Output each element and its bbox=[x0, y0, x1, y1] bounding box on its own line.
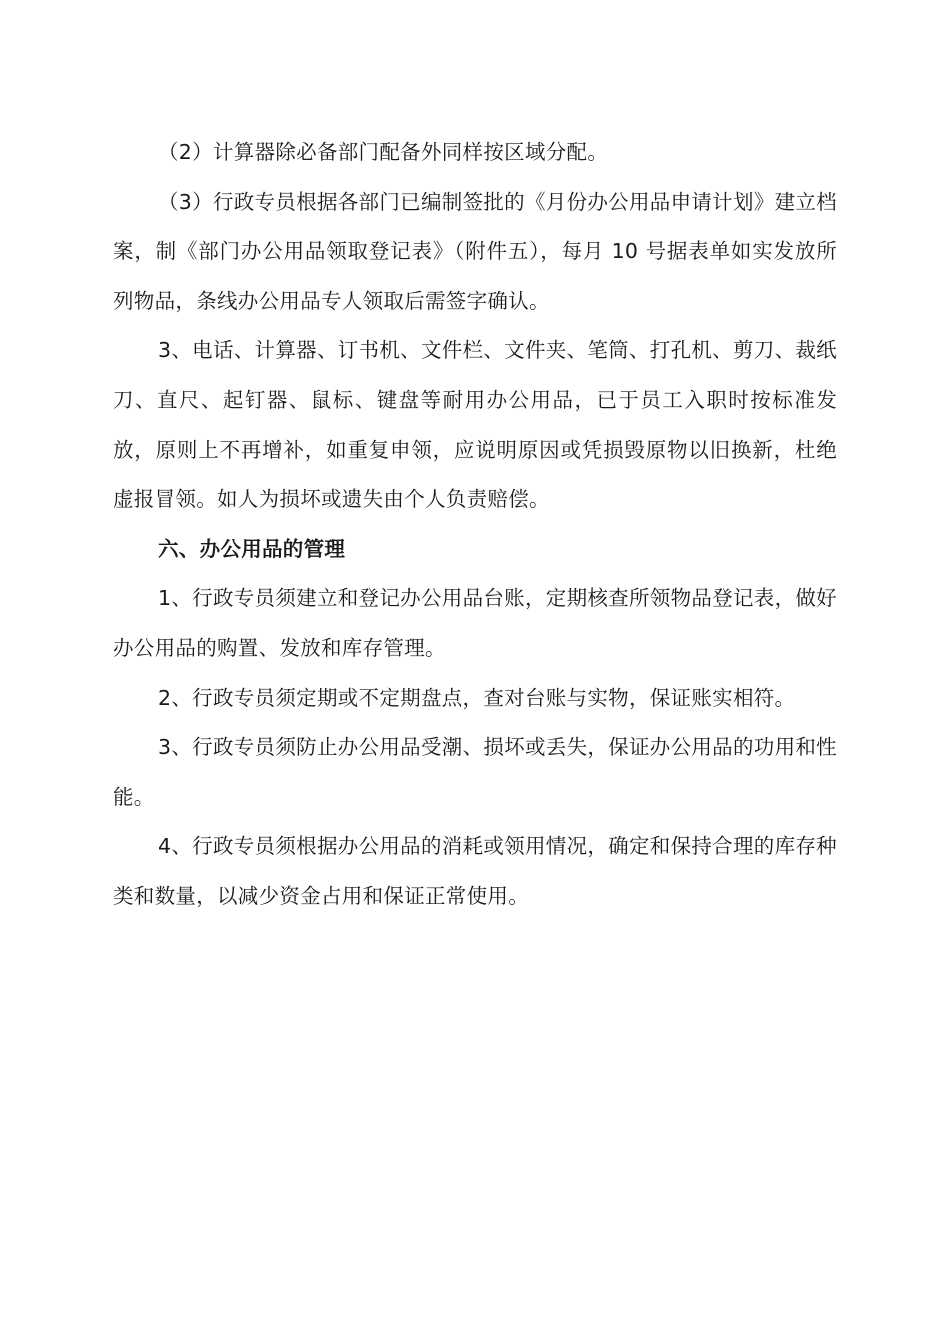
section-heading-supplies-management: 六、办公用品的管理 bbox=[158, 536, 346, 561]
document-body bbox=[113, 128, 837, 922]
paragraph-monthly-issue-procedure: （3）行政专员根据各部门已编制签批的《月份办公用品申请计划》建立档案，制《部门办公用品领取登记表》（附件五），每月 10 号据表单如实发放所列物品，条线办公用品专人领取后需签字确认。 bbox=[113, 189, 837, 313]
paragraph-durable-supplies: 3、电话、计算器、订书机、文件栏、文件夹、笔筒、打孔机、剪刀、裁纸刀、直尺、起钉器、鼠标、键盘等耐用办公用品，已于员工入职时按标准发放，原则上不再增补，如重复申领，应说明原因或凭损毁原物以旧换新，杜绝虚报冒领。如人为损坏或遗失由个人负责赔偿。 bbox=[113, 338, 837, 512]
paragraph-damage-prevention: 3、行政专员须防止办公用品受潮、损坏或丢失，保证办公用品的功用和性能。 bbox=[113, 735, 837, 809]
paragraph-calculator-allocation: （2）计算器除必备部门配备外同样按区域分配。 bbox=[158, 140, 609, 164]
paragraph-stocktaking: 2、行政专员须定期或不定期盘点，查对台账与实物，保证账实相符。 bbox=[158, 685, 796, 710]
paragraph-inventory-levels: 4、行政专员须根据办公用品的消耗或领用情况，确定和保持合理的库存种类和数量，以减少资金占用和保证正常使用。 bbox=[113, 834, 837, 908]
paragraph-ledger-management: 1、行政专员须建立和登记办公用品台账，定期核查所领物品登记表，做好办公用品的购置、发放和库存管理。 bbox=[113, 586, 837, 660]
